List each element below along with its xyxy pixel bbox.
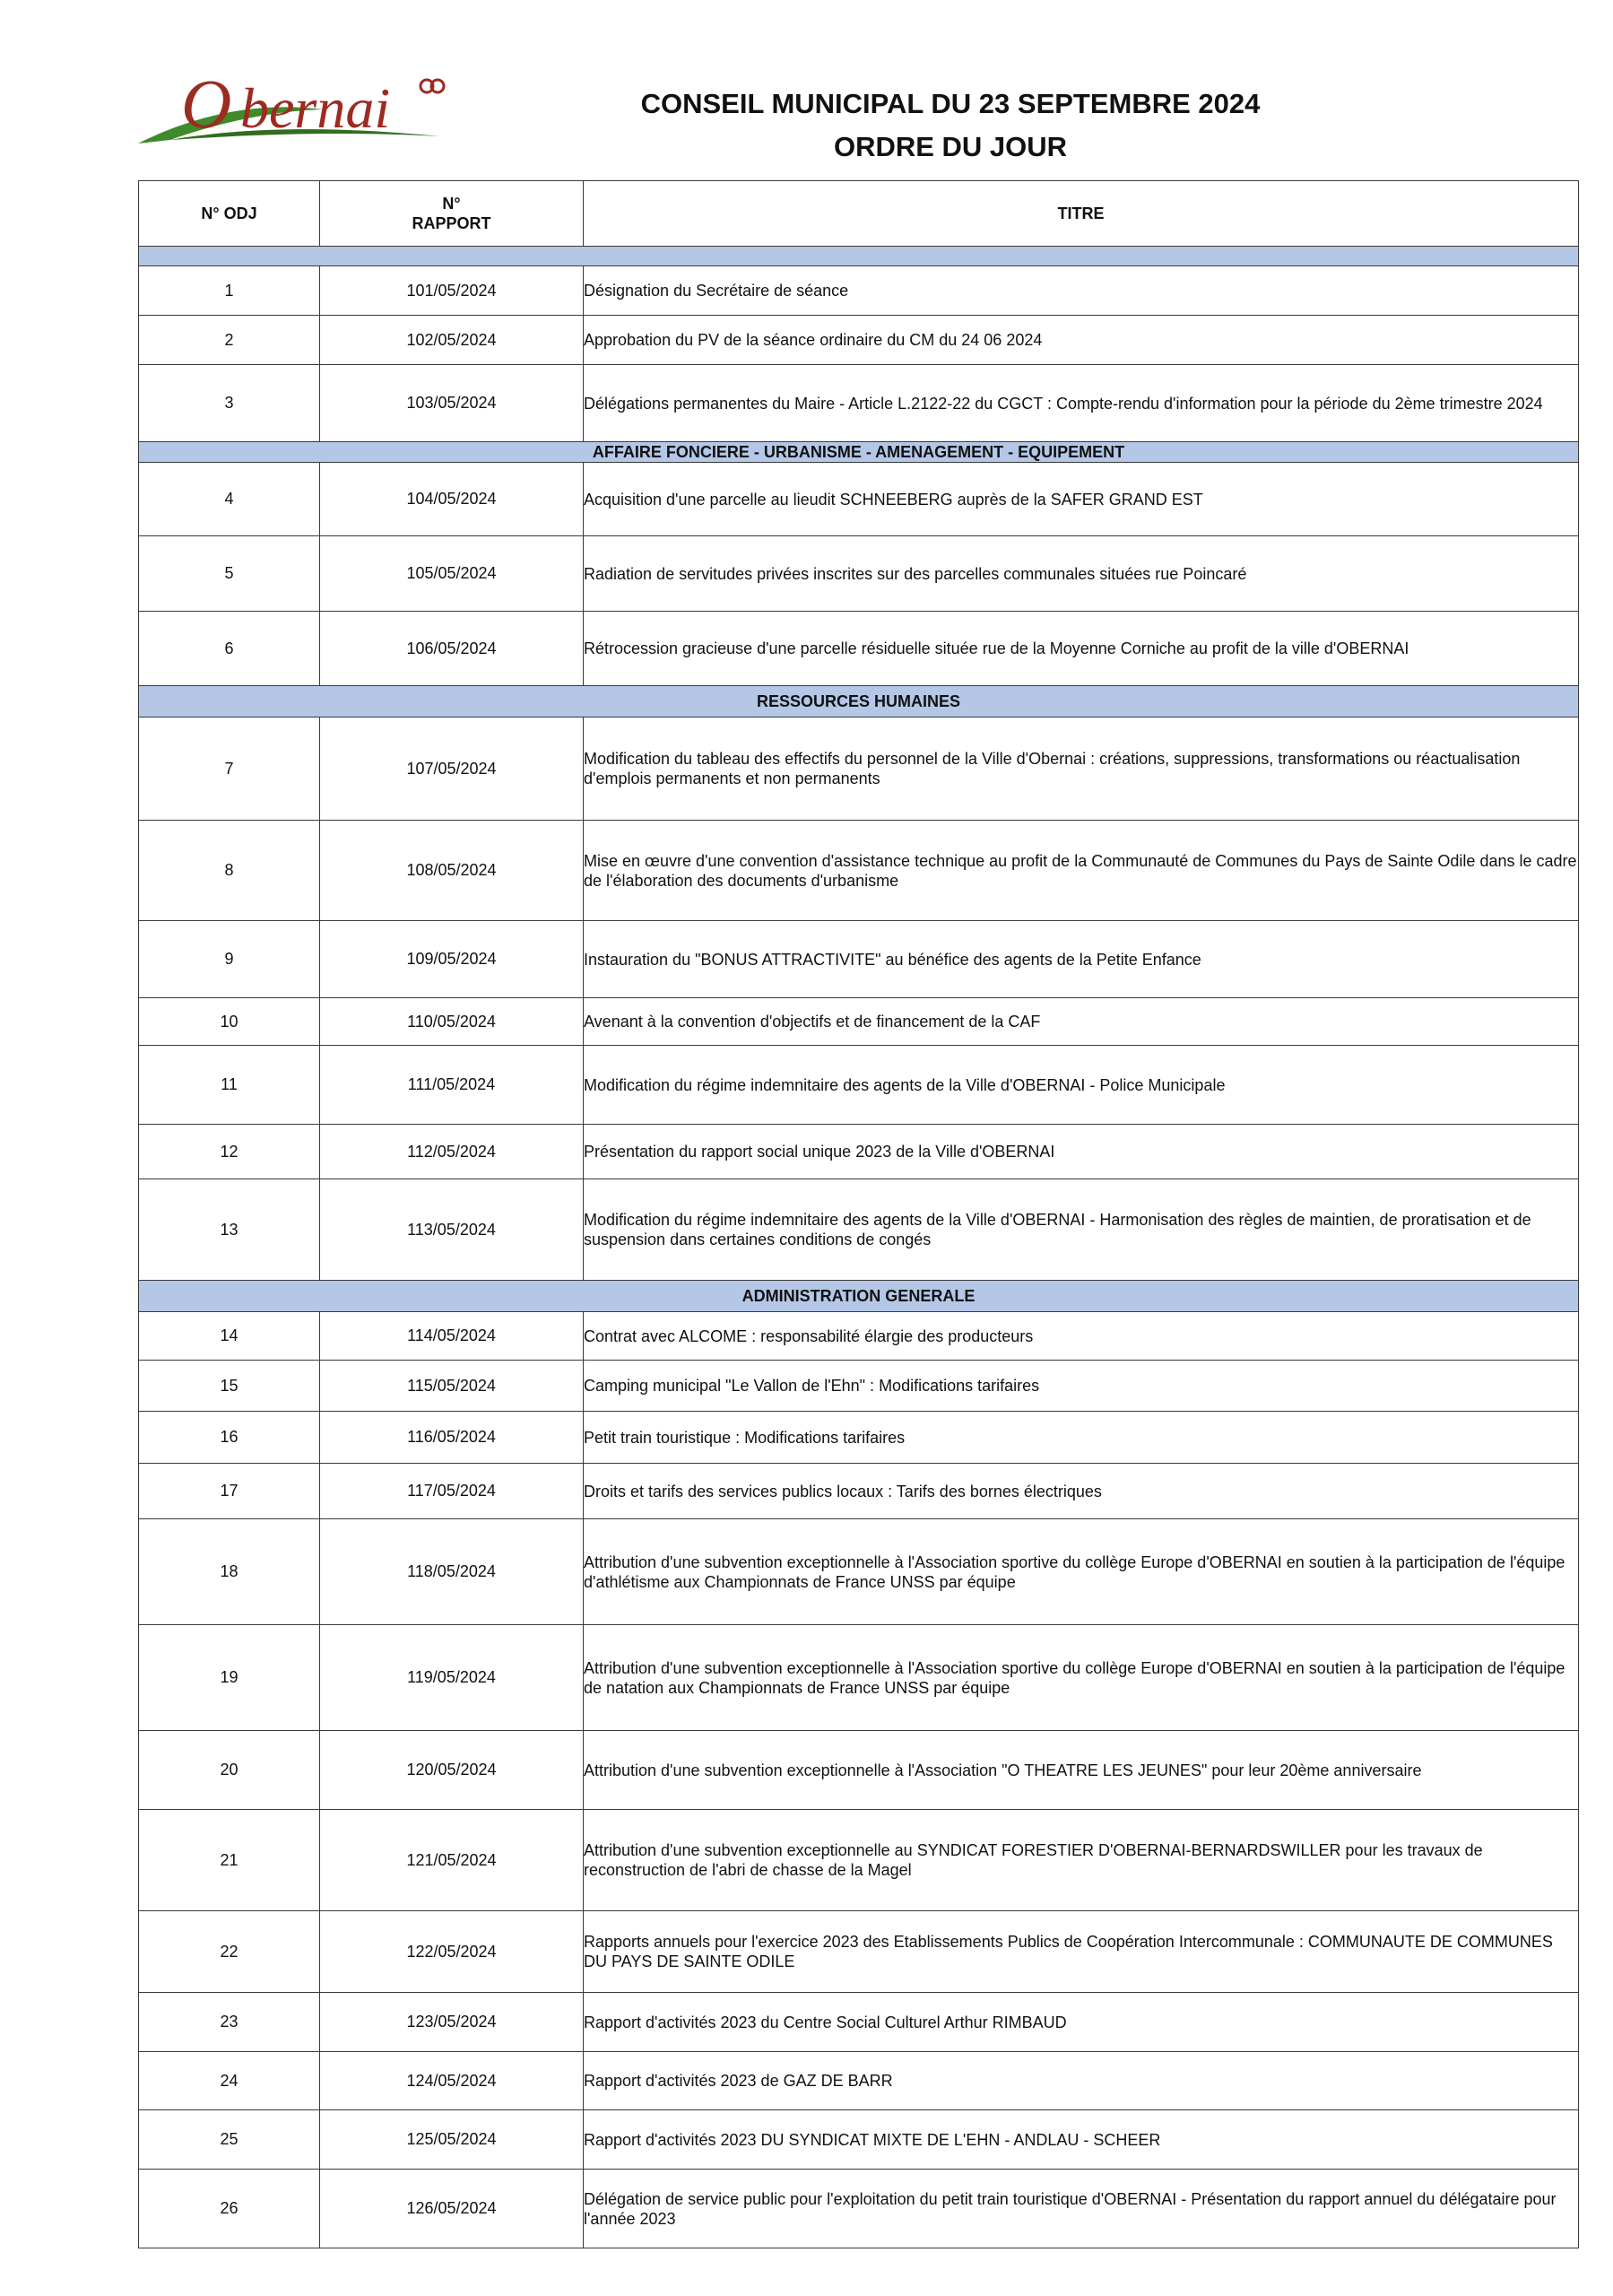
table-row — [139, 2052, 1579, 2110]
titre-cell: Attribution d'une subvention exceptionnelle à l'Association sportive du collège Europe d'OBERNAI en soutien à la participation de l'équipe d'athlétisme aux Championnats de France UNSS par équipe — [584, 1519, 1579, 1625]
titre-cell: Modification du régime indemnitaire des agents de la Ville d'OBERNAI - Police Municipale — [584, 1046, 1579, 1125]
titre-cell: Rapport d'activités 2023 DU SYNDICAT MIXTE DE L'EHN - ANDLAU - SCHEER — [584, 2110, 1579, 2170]
rapport-cell: 104/05/2024 — [320, 463, 584, 536]
rapport-cell: 111/05/2024 — [320, 1046, 584, 1125]
rapport-cell: 125/05/2024 — [320, 2110, 584, 2170]
obernai-logo-graphic — [134, 65, 457, 154]
table-row — [139, 536, 1579, 612]
odj-cell: 17 — [139, 1464, 320, 1519]
rapport-cell: 106/05/2024 — [320, 612, 584, 686]
odj-cell: 24 — [139, 2052, 320, 2110]
section-row — [139, 442, 1579, 463]
titre-cell: Modification du tableau des effectifs du personnel de la Ville d'Obernai : créations, suppressions, transformations ou réactualisation d'emplois permanents et non permanents — [584, 718, 1579, 821]
rapport-cell: 124/05/2024 — [320, 2052, 584, 2110]
col-header-odj: N° ODJ — [139, 181, 320, 247]
odj-cell: 25 — [139, 2110, 320, 2170]
odj-cell: 23 — [139, 1993, 320, 2052]
titre-cell: Rapport d'activités 2023 de GAZ DE BARR — [584, 2052, 1579, 2110]
odj-cell: 26 — [139, 2170, 320, 2248]
titre-cell: Contrat avec ALCOME : responsabilité élargie des producteurs — [584, 1312, 1579, 1361]
titre-cell: Délégations permanentes du Maire - Article L.2122-22 du CGCT : Compte-rendu d'information pour la période du 2ème trimestre 2024 — [584, 365, 1579, 442]
section-label: ADMINISTRATION GENERALE — [139, 1281, 1579, 1312]
title-line-2: ORDRE DU JOUR — [833, 131, 1068, 162]
odj-cell: 18 — [139, 1519, 320, 1625]
table-row — [139, 821, 1579, 921]
table-row — [139, 1731, 1579, 1810]
rapport-cell: 120/05/2024 — [320, 1731, 584, 1810]
rapport-cell: 110/05/2024 — [320, 998, 584, 1046]
rapport-cell: 114/05/2024 — [320, 1312, 584, 1361]
rapport-cell: 103/05/2024 — [320, 365, 584, 442]
odj-cell: 19 — [139, 1625, 320, 1731]
titre-cell: Rapport d'activités 2023 du Centre Social Culturel Arthur RIMBAUD — [584, 1993, 1579, 2052]
rapport-cell: 113/05/2024 — [320, 1179, 584, 1281]
section-label — [139, 247, 1579, 266]
rapport-cell: 126/05/2024 — [320, 2170, 584, 2248]
titre-cell: Mise en œuvre d'une convention d'assistance technique au profit de la Communauté de Communes du Pays de Sainte Odile dans le cadre de l'élaboration des documents d'urbanisme — [584, 821, 1579, 921]
table-row — [139, 612, 1579, 686]
table-row — [139, 463, 1579, 536]
rapport-cell: 119/05/2024 — [320, 1625, 584, 1731]
header-row — [139, 181, 1579, 247]
rapport-cell: 115/05/2024 — [320, 1361, 584, 1412]
odj-cell: 11 — [139, 1046, 320, 1125]
odj-cell: 7 — [139, 718, 320, 821]
table-row — [139, 1179, 1579, 1281]
table-row — [139, 1361, 1579, 1412]
rapport-cell: 121/05/2024 — [320, 1810, 584, 1911]
rapport-cell: 107/05/2024 — [320, 718, 584, 821]
titre-cell: Délégation de service public pour l'exploitation du petit train touristique d'OBERNAI - Présentation du rapport annuel du délégataire pour l'année 2023 — [584, 2170, 1579, 2248]
odj-cell: 8 — [139, 821, 320, 921]
titre-cell: Rapports annuels pour l'exercice 2023 des Etablissements Publics de Coopération Intercommunale : COMMUNAUTE DE COMMUNES DU PAYS DE SAINTE ODILE — [584, 1911, 1579, 1993]
table-row — [139, 1312, 1579, 1361]
section-row — [139, 1281, 1579, 1312]
col-header-rapport — [320, 181, 584, 247]
table-row — [139, 1464, 1579, 1519]
table-row — [139, 2110, 1579, 2170]
obernai-logo — [134, 65, 457, 154]
titre-cell: Approbation du PV de la séance ordinaire du CM du 24 06 2024 — [584, 316, 1579, 365]
titre-cell: Modification du régime indemnitaire des agents de la Ville d'OBERNAI - Harmonisation des règles de maintien, de proratisation et de suspension dans certaines conditions de congés — [584, 1179, 1579, 1281]
odj-cell: 6 — [139, 612, 320, 686]
titre-cell: Instauration du "BONUS ATTRACTIVITE" au bénéfice des agents de la Petite Enfance — [584, 921, 1579, 998]
title-line-1: CONSEIL MUNICIPAL DU 23 SEPTEMBRE 2024 — [640, 88, 1261, 119]
agenda-table — [138, 180, 1579, 2248]
rapport-cell: 108/05/2024 — [320, 821, 584, 921]
titre-cell: Attribution d'une subvention exceptionnelle à l'Association sportive du collège Europe d'OBERNAI en soutien à la participation de l'équipe de natation aux Championnats de France UNSS par équipe — [584, 1625, 1579, 1731]
rapport-cell: 116/05/2024 — [320, 1412, 584, 1464]
table-row — [139, 266, 1579, 316]
rapport-cell: 109/05/2024 — [320, 921, 584, 998]
section-label: RESSOURCES HUMAINES — [139, 686, 1579, 718]
odj-cell: 16 — [139, 1412, 320, 1464]
table-row — [139, 2170, 1579, 2248]
table-row — [139, 1125, 1579, 1179]
odj-cell: 20 — [139, 1731, 320, 1810]
odj-cell: 3 — [139, 365, 320, 442]
rapport-cell: 102/05/2024 — [320, 316, 584, 365]
document-title — [538, 83, 1363, 169]
titre-cell: Attribution d'une subvention exceptionnelle à l'Association "O THEATRE LES JEUNES" pour leur 20ème anniversaire — [584, 1731, 1579, 1810]
table-row — [139, 1993, 1579, 2052]
rapport-cell: 117/05/2024 — [320, 1464, 584, 1519]
table-row — [139, 998, 1579, 1046]
odj-cell: 13 — [139, 1179, 320, 1281]
rapport-cell: 105/05/2024 — [320, 536, 584, 612]
titre-cell: Attribution d'une subvention exceptionnelle au SYNDICAT FORESTIER D'OBERNAI-BERNARDSWILLER pour les travaux de reconstruction de l'abri de chasse de la Magel — [584, 1810, 1579, 1911]
titre-cell: Droits et tarifs des services publics locaux : Tarifs des bornes électriques — [584, 1464, 1579, 1519]
rapport-cell: 101/05/2024 — [320, 266, 584, 316]
table-row — [139, 316, 1579, 365]
titre-cell: Petit train touristique : Modifications tarifaires — [584, 1412, 1579, 1464]
titre-cell: Camping municipal "Le Vallon de l'Ehn" : Modifications tarifaires — [584, 1361, 1579, 1412]
odj-cell: 12 — [139, 1125, 320, 1179]
col-header-rapport-line2: RAPPORT — [412, 214, 491, 232]
table-row — [139, 365, 1579, 442]
table-row — [139, 1810, 1579, 1911]
col-header-rapport-line1: N° — [442, 195, 461, 213]
section-row — [139, 247, 1579, 266]
odj-cell: 15 — [139, 1361, 320, 1412]
section-row — [139, 686, 1579, 718]
odj-cell: 21 — [139, 1810, 320, 1911]
titre-cell: Acquisition d'une parcelle au lieudit SCHNEEBERG auprès de la SAFER GRAND EST — [584, 463, 1579, 536]
svg-text:bernai: bernai — [240, 76, 391, 140]
table-row — [139, 1519, 1579, 1625]
rapport-cell: 112/05/2024 — [320, 1125, 584, 1179]
titre-cell: Avenant à la convention d'objectifs et de financement de la CAF — [584, 998, 1579, 1046]
rapport-cell: 123/05/2024 — [320, 1993, 584, 2052]
titre-cell: Désignation du Secrétaire de séance — [584, 266, 1579, 316]
titre-cell: Présentation du rapport social unique 2023 de la Ville d'OBERNAI — [584, 1125, 1579, 1179]
table-row — [139, 718, 1579, 821]
table-row — [139, 1046, 1579, 1125]
odj-cell: 4 — [139, 463, 320, 536]
table-row — [139, 921, 1579, 998]
odj-cell: 10 — [139, 998, 320, 1046]
col-header-titre: TITRE — [584, 181, 1579, 247]
rapport-cell: 118/05/2024 — [320, 1519, 584, 1625]
odj-cell: 2 — [139, 316, 320, 365]
titre-cell: Rétrocession gracieuse d'une parcelle résiduelle située rue de la Moyenne Corniche au profit de la ville d'OBERNAI — [584, 612, 1579, 686]
table-row — [139, 1412, 1579, 1464]
odj-cell: 9 — [139, 921, 320, 998]
titre-cell: Radiation de servitudes privées inscrites sur des parcelles communales situées rue Poincaré — [584, 536, 1579, 612]
odj-cell: 1 — [139, 266, 320, 316]
odj-cell: 5 — [139, 536, 320, 612]
odj-cell: 14 — [139, 1312, 320, 1361]
section-label: AFFAIRE FONCIERE - URBANISME - AMENAGEMENT - EQUIPEMENT — [139, 442, 1579, 463]
rapport-cell: 122/05/2024 — [320, 1911, 584, 1993]
table-row — [139, 1625, 1579, 1731]
svg-text:O: O — [181, 65, 232, 143]
table-row — [139, 1911, 1579, 1993]
odj-cell: 22 — [139, 1911, 320, 1993]
